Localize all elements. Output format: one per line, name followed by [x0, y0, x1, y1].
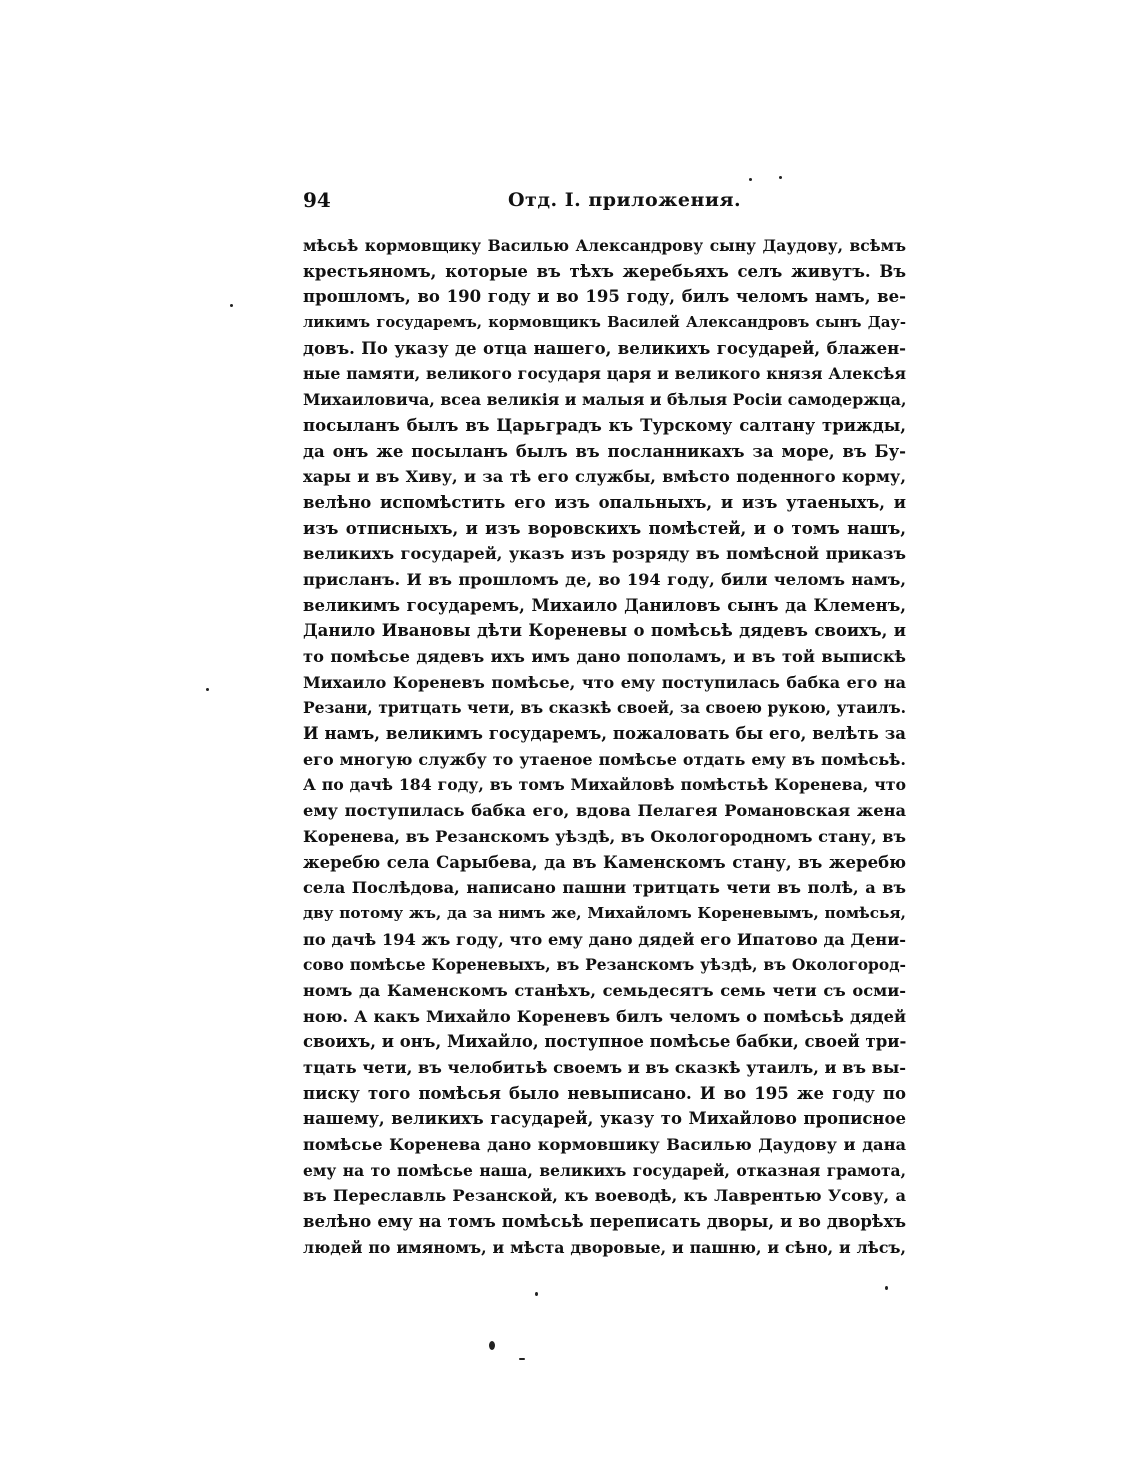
text-line: ликимъ государемъ, кормовщикъ Василей Александровъ сынъ Дау-	[303, 314, 906, 332]
text-line: людей по имяномъ, и мѣста дворовые, и пашню, и сѣно, и лѣсъ,	[303, 1237, 906, 1257]
text-line: велѣно ему на томъ помѣсьѣ переписать дворы, и во дворѣхъ	[303, 1212, 906, 1232]
text-line: Резани, тритцать чети, въ сказкѣ своей, за своею рукою, утаилъ.	[303, 698, 906, 718]
scan-speck	[230, 304, 233, 307]
text-line: Михаило Кореневъ помѣсье, что ему поступилась бабка его на	[303, 672, 906, 692]
scan-speck	[779, 176, 782, 179]
page-number: 94	[303, 188, 331, 212]
text-line: жеребю села Сарыбева, да въ Каменскомъ стану, въ жеребю	[303, 852, 906, 872]
scan-speck	[519, 1358, 525, 1360]
text-line: номъ да Каменскомъ станѣхъ, семьдесятъ семь чети съ осми-	[303, 980, 906, 1000]
text-line: его многую службу то утаеное помѣсье отдать ему въ помѣсьѣ.	[303, 749, 906, 769]
text-line: сово помѣсье Кореневыхъ, въ Резанскомъ уѣздѣ, въ Окологород-	[303, 955, 906, 975]
scan-speck	[206, 688, 209, 691]
text-line: И намъ, великимъ государемъ, пожаловать бы его, велѣть за	[303, 724, 906, 744]
text-line: посыланъ былъ въ Царьградъ къ Турскому салтану трижды,	[303, 415, 906, 435]
text-line: тцать чети, въ челобитьѣ своемъ и въ сказкѣ утаилъ, и въ вы-	[303, 1058, 906, 1077]
text-line: помѣсье Коренева дано кормовшику Василью Даудову и дана	[303, 1135, 906, 1155]
running-head: Отд. I. приложения.	[508, 189, 742, 211]
text-line: хары и въ Хиву, и за тѣ его службы, вмѣсто поденного корму,	[303, 467, 906, 487]
text-line: то помѣсье дядевъ ихъ имъ дано пополамъ, и въ той выпискѣ	[303, 647, 906, 666]
scan-speck	[535, 1292, 538, 1296]
body-text	[303, 233, 906, 1261]
page-header	[303, 186, 906, 214]
text-line: нашему, великихъ гасударей, указу то Михайлово прописное	[303, 1109, 906, 1129]
text-line: Михаиловича, всеа великiя и малыя и бѣлыя Росiи самодержца,	[303, 390, 906, 410]
text-line: села Послѣдова, написано пашни тритцать чети въ полѣ, а въ	[303, 878, 906, 898]
text-line: мѣсьѣ кормовщику Василью Александрову сыну Даудову, всѣмъ	[303, 236, 906, 255]
scan-speck	[885, 1286, 888, 1290]
text-line: въ Переславль Резанской, къ воеводѣ, къ Лаврентью Усову, а	[303, 1186, 906, 1206]
text-line: да онъ же посыланъ былъ въ посланникахъ за море, въ Бу-	[303, 441, 906, 461]
text-line: ные памяти, великого государя царя и великого князя Алексѣя	[303, 364, 906, 384]
text-line: А по дачѣ 184 году, въ томъ Михайловѣ помѣстьѣ Коренева, что	[303, 775, 906, 795]
text-line: присланъ. И въ прошломъ де, во 194 году, били челомъ намъ,	[303, 569, 906, 589]
text-line: по дачѣ 194 жъ году, что ему дано дядей его Ипатово да Дени-	[303, 929, 906, 949]
text-line: своихъ, и онъ, Михайло, поступное помѣсье бабки, своей три-	[303, 1032, 906, 1052]
scan-speck	[749, 178, 752, 181]
text-line: ему на то помѣсье наша, великихъ государей, отказная грамота,	[303, 1160, 906, 1180]
scan-speck	[489, 1341, 495, 1350]
text-line: довъ. По указу де отца нашего, великихъ государей, блажен-	[303, 338, 906, 358]
text-line: ною. А какъ Михайло Кореневъ билъ челомъ о помѣсьѣ дядей	[303, 1006, 906, 1026]
text-line: великихъ государей, указъ изъ розряду въ помѣсной приказъ	[303, 544, 906, 564]
text-line: изъ отписныхъ, и изъ воровскихъ помѣстей, и о томъ нашъ,	[303, 518, 906, 538]
text-line: прошломъ, во 190 году и во 195 году, билъ челомъ намъ, ве-	[303, 287, 906, 307]
text-line: писку того помѣсья было невыписано. И во 195 же году по	[303, 1083, 906, 1103]
text-line: дву потому жъ, да за нимъ же, Михайломъ Кореневымъ, помѣсья,	[303, 903, 906, 922]
text-line: крестьяномъ, которые въ тѣхъ жеребьяхъ селъ живутъ. Въ	[303, 261, 906, 281]
text-line: Данило Ивановы дѣти Кореневы о помѣсьѣ дядевъ своихъ, и	[303, 621, 906, 641]
text-line: ему поступилась бабка его, вдова Пелагея Романовская жена	[303, 801, 906, 821]
text-line: великимъ государемъ, Михаило Даниловъ сынъ да Клеменъ,	[303, 595, 906, 615]
text-line: велѣно испомѣстить его изъ опальныхъ, и изъ утаеныхъ, и	[303, 492, 906, 512]
text-line: Коренева, въ Резанскомъ уѣздѣ, въ Окологородномъ стану, въ	[303, 826, 906, 846]
